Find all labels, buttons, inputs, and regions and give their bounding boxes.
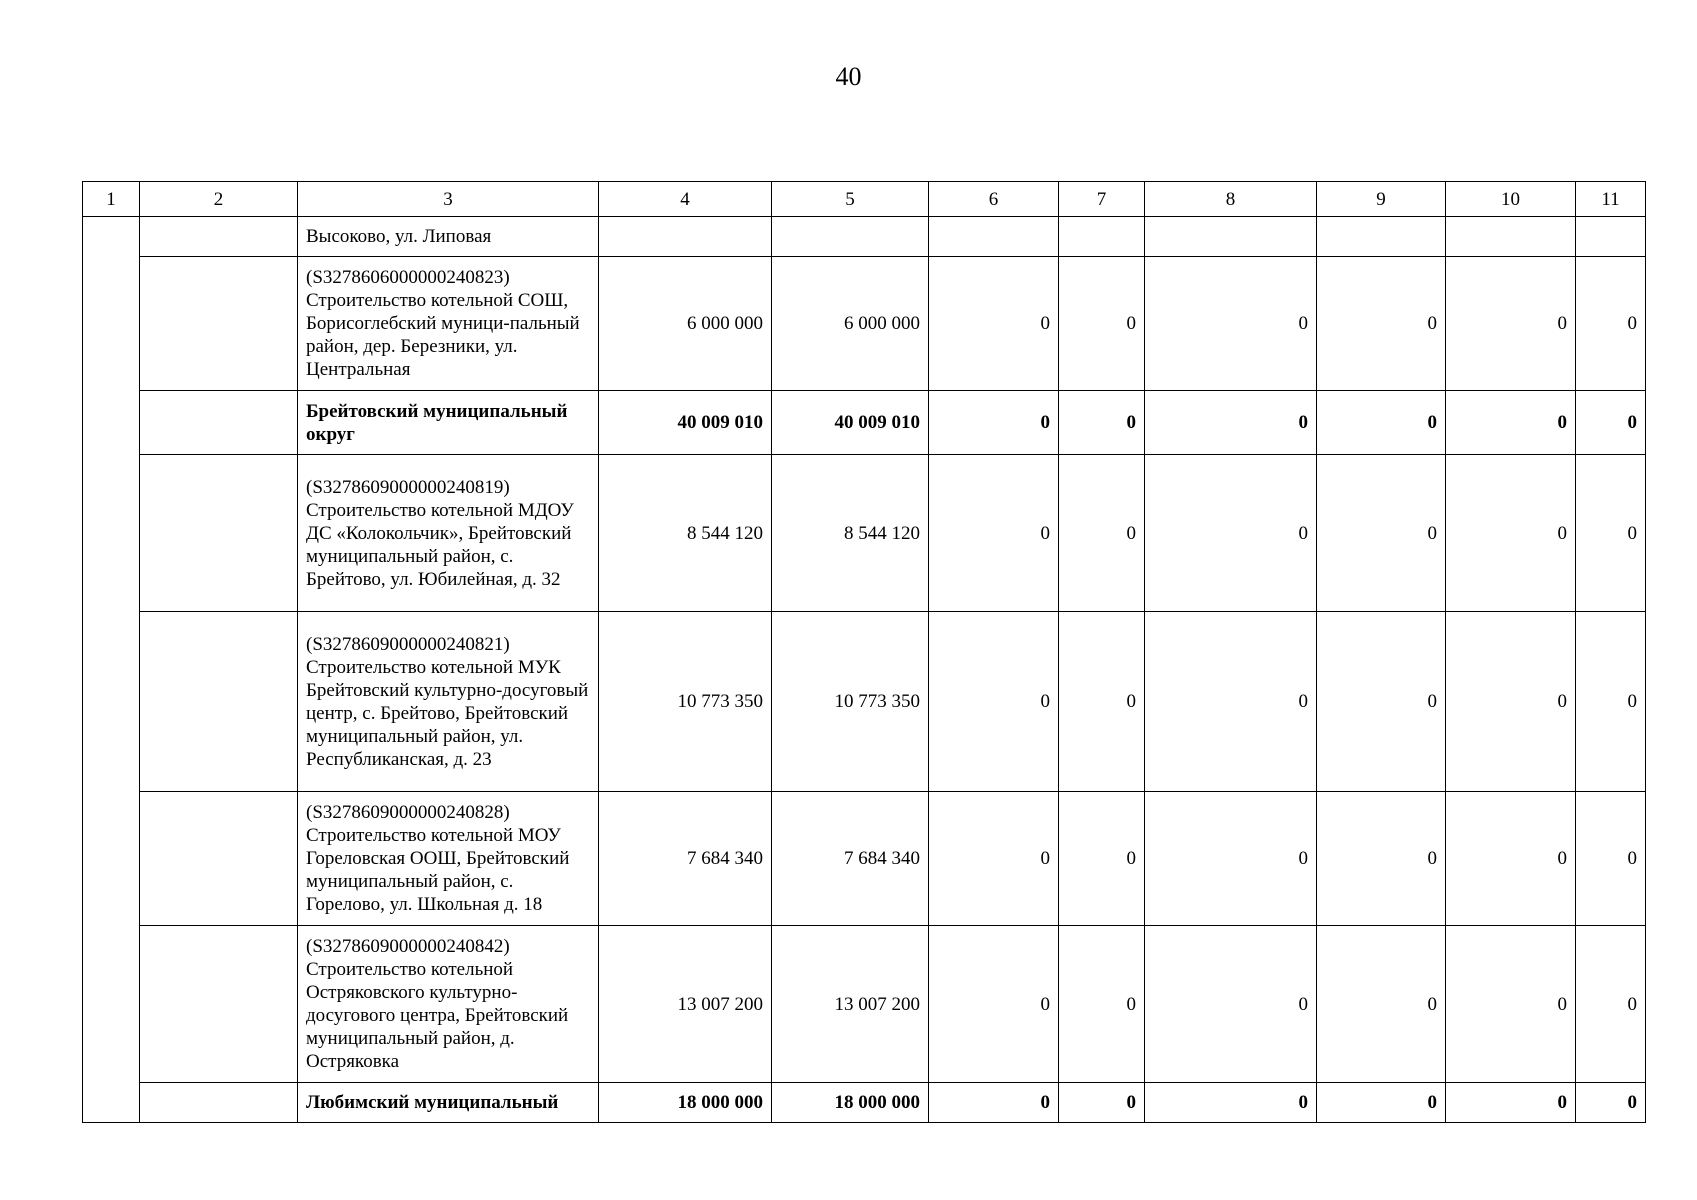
value-cell: 0 bbox=[1059, 455, 1145, 612]
value-cell: 0 bbox=[1145, 455, 1317, 612]
object-name-cell: (S3278609000000240828) Строительство котельной МОУ Гореловская ООШ, Брейтовский муниципальный район, с. Горелово, ул. Школьная д. 18 bbox=[298, 792, 599, 926]
value-cell: 40 009 010 bbox=[599, 391, 772, 455]
column-header: 2 bbox=[140, 182, 298, 217]
column-header: 9 bbox=[1317, 182, 1446, 217]
value-cell bbox=[772, 217, 929, 257]
value-cell: 0 bbox=[1317, 926, 1446, 1083]
value-cell: 8 544 120 bbox=[772, 455, 929, 612]
column-2-cell bbox=[140, 257, 298, 391]
object-name-cell: Любимский муниципальный bbox=[298, 1083, 599, 1123]
value-cell bbox=[1317, 217, 1446, 257]
column-header: 10 bbox=[1446, 182, 1576, 217]
value-cell: 0 bbox=[1576, 926, 1646, 1083]
value-cell: 0 bbox=[1059, 1083, 1145, 1123]
column-2-cell bbox=[140, 612, 298, 792]
value-cell: 0 bbox=[1145, 792, 1317, 926]
column-header: 6 bbox=[929, 182, 1059, 217]
value-cell bbox=[1145, 217, 1317, 257]
column-2-cell bbox=[140, 926, 298, 1083]
column-header: 7 bbox=[1059, 182, 1145, 217]
column-2-cell bbox=[140, 217, 298, 257]
value-cell: 0 bbox=[1145, 391, 1317, 455]
table-row bbox=[83, 926, 1646, 1083]
value-cell bbox=[1446, 217, 1576, 257]
value-cell: 0 bbox=[1446, 1083, 1576, 1123]
value-cell: 0 bbox=[1145, 257, 1317, 391]
value-cell: 0 bbox=[1317, 455, 1446, 612]
value-cell: 0 bbox=[1059, 257, 1145, 391]
value-cell: 0 bbox=[1576, 612, 1646, 792]
value-cell: 0 bbox=[1446, 391, 1576, 455]
table-row bbox=[83, 257, 1646, 391]
value-cell: 0 bbox=[1576, 455, 1646, 612]
value-cell: 0 bbox=[1576, 257, 1646, 391]
value-cell: 0 bbox=[929, 926, 1059, 1083]
value-cell: 0 bbox=[1317, 257, 1446, 391]
column-header: 3 bbox=[298, 182, 599, 217]
value-cell: 0 bbox=[1317, 1083, 1446, 1123]
value-cell: 0 bbox=[1317, 391, 1446, 455]
value-cell: 0 bbox=[1317, 792, 1446, 926]
column-header: 11 bbox=[1576, 182, 1646, 217]
column-header: 8 bbox=[1145, 182, 1317, 217]
value-cell: 10 773 350 bbox=[772, 612, 929, 792]
value-cell: 0 bbox=[929, 792, 1059, 926]
column-2-cell bbox=[140, 1083, 298, 1123]
value-cell: 0 bbox=[1059, 612, 1145, 792]
object-name-cell: Брейтовский муниципальный округ bbox=[298, 391, 599, 455]
value-cell: 0 bbox=[1145, 1083, 1317, 1123]
value-cell: 0 bbox=[929, 391, 1059, 455]
value-cell: 0 bbox=[1145, 612, 1317, 792]
column-header: 1 bbox=[83, 182, 140, 217]
value-cell bbox=[1059, 217, 1145, 257]
table-row bbox=[83, 612, 1646, 792]
value-cell: 0 bbox=[929, 1083, 1059, 1123]
column-2-cell bbox=[140, 391, 298, 455]
object-name-cell: (S3278609000000240842) Строительство котельной Остряковского культурно-досугового центра, Брейтовский муниципальный район, д. Остряковка bbox=[298, 926, 599, 1083]
value-cell bbox=[929, 217, 1059, 257]
value-cell: 8 544 120 bbox=[599, 455, 772, 612]
value-cell: 0 bbox=[929, 455, 1059, 612]
header-row bbox=[83, 182, 1646, 217]
table-row bbox=[83, 217, 1646, 257]
value-cell: 7 684 340 bbox=[772, 792, 929, 926]
value-cell bbox=[599, 217, 772, 257]
column-2-cell bbox=[140, 792, 298, 926]
value-cell: 0 bbox=[1059, 391, 1145, 455]
value-cell bbox=[1576, 217, 1646, 257]
value-cell: 18 000 000 bbox=[772, 1083, 929, 1123]
value-cell: 0 bbox=[929, 612, 1059, 792]
column-header: 4 bbox=[599, 182, 772, 217]
table-row bbox=[83, 1083, 1646, 1123]
value-cell: 13 007 200 bbox=[599, 926, 772, 1083]
table-row bbox=[83, 792, 1646, 926]
object-name-cell: (S3278609000000240821) Строительство котельной МУК Брейтовский культурно-досуговый центр, с. Брейтово, Брейтовский муниципальный район, ул. Республиканская, д. 23 bbox=[298, 612, 599, 792]
value-cell: 0 bbox=[1446, 257, 1576, 391]
object-name-cell: Высоково, ул. Липовая bbox=[298, 217, 599, 257]
table-row bbox=[83, 391, 1646, 455]
table-row bbox=[83, 455, 1646, 612]
budget-table bbox=[82, 181, 1646, 1123]
table-body bbox=[83, 217, 1646, 1123]
value-cell: 0 bbox=[1576, 391, 1646, 455]
value-cell: 0 bbox=[1145, 926, 1317, 1083]
column-2-cell bbox=[140, 455, 298, 612]
column-header: 5 bbox=[772, 182, 929, 217]
value-cell: 0 bbox=[1576, 1083, 1646, 1123]
value-cell: 6 000 000 bbox=[599, 257, 772, 391]
value-cell: 0 bbox=[1446, 792, 1576, 926]
value-cell: 0 bbox=[929, 257, 1059, 391]
value-cell: 18 000 000 bbox=[599, 1083, 772, 1123]
value-cell: 7 684 340 bbox=[599, 792, 772, 926]
value-cell: 0 bbox=[1446, 455, 1576, 612]
object-name-cell: (S3278606000000240823) Строительство котельной СОШ, Борисоглебский муници-пальный район, дер. Березники, ул. Центральная bbox=[298, 257, 599, 391]
value-cell: 13 007 200 bbox=[772, 926, 929, 1083]
value-cell: 0 bbox=[1576, 792, 1646, 926]
value-cell: 6 000 000 bbox=[772, 257, 929, 391]
value-cell: 0 bbox=[1446, 612, 1576, 792]
value-cell: 0 bbox=[1059, 926, 1145, 1083]
column-1-cell bbox=[83, 217, 140, 1123]
value-cell: 40 009 010 bbox=[772, 391, 929, 455]
page-number: 40 bbox=[835, 62, 862, 91]
value-cell: 0 bbox=[1059, 792, 1145, 926]
object-name-cell: (S3278609000000240819) Строительство котельной МДОУ ДС «Колокольчик», Брейтовский муниципальный район, с. Брейтово, ул. Юбилейная, д. 32 bbox=[298, 455, 599, 612]
value-cell: 0 bbox=[1446, 926, 1576, 1083]
value-cell: 10 773 350 bbox=[599, 612, 772, 792]
value-cell: 0 bbox=[1317, 612, 1446, 792]
